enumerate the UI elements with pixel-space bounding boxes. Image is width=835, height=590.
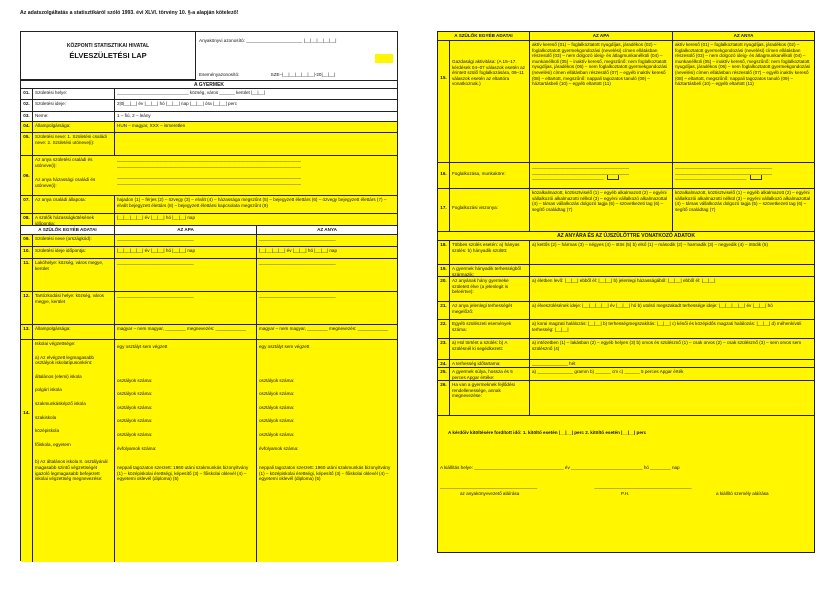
row-num: 10. bbox=[21, 247, 33, 258]
row-value[interactable] bbox=[530, 381, 814, 415]
row-num: 04. bbox=[21, 122, 33, 132]
row-14-num: 14. bbox=[21, 340, 33, 562]
legal-header: Az adatszolgáltatás a statisztikáról szóló 1993. évi XLVI. törvény 10. §-a alapján kötelező! bbox=[20, 10, 239, 16]
row-16-num: 16. bbox=[438, 163, 450, 188]
row-value[interactable] bbox=[115, 133, 397, 155]
row-18[interactable] bbox=[438, 241, 814, 265]
row-label: A gyermek súlya, hossza és 5 perces Apgar értéke: bbox=[450, 368, 530, 380]
row-01[interactable] bbox=[21, 89, 397, 100]
row-value[interactable]: a) ______________ gramm b) ______ cm c) ______ 5 perces Apgar érték bbox=[532, 369, 684, 374]
row-24[interactable] bbox=[438, 360, 814, 368]
mother-section-title: AZ ANYÁRA ÉS AZ ÚJSZÜLÖTTRE VONATKOZÓ ADATOK bbox=[557, 233, 695, 239]
father-field[interactable]: |__|__|__|__| év |__|__| hó |__|__| nap bbox=[115, 247, 257, 258]
registry-id-box bbox=[199, 54, 397, 64]
row-06-label-b: Az anya házassági családi és utóneve(i): bbox=[35, 177, 96, 188]
row-21[interactable] bbox=[438, 302, 814, 320]
row-11[interactable] bbox=[21, 259, 397, 292]
row-08-value: |__|__|__|__| év |__|__| hó |__|__| nap bbox=[117, 215, 196, 220]
edu-field[interactable]: osztályok száma: bbox=[117, 404, 153, 410]
mother-field[interactable]: |__|__|__|__| év |__|__| hó |__|__| nap bbox=[259, 248, 338, 253]
left-page bbox=[20, 31, 398, 561]
row-04[interactable] bbox=[21, 122, 397, 133]
row-num: 21. bbox=[438, 302, 450, 319]
row-value[interactable] bbox=[530, 265, 814, 276]
row-num: 26. bbox=[438, 381, 450, 415]
child-section-title: A GYERMEK bbox=[193, 82, 225, 88]
edu-field[interactable]: osztályok száma: bbox=[259, 377, 295, 383]
row-14-father[interactable] bbox=[115, 340, 257, 562]
registrar-signature-label: az anyakönyvvezető aláírása bbox=[460, 491, 520, 496]
row-08-label: A szülők házasságkötésének időpontja: bbox=[33, 214, 115, 225]
row-26[interactable] bbox=[438, 381, 814, 416]
row-label: Tartózkodási helye: község, város megye, kerület bbox=[33, 292, 115, 324]
row-15-father[interactable]: aktív kereső (01) – foglalkoztatott nyugdíjas, járadékos (02) – foglalkoztatott gyermekgondozási (nevelési) címen ellátásban részesülő (03) – nem dolgozó ideig- és átlagmunkanélküli (04) – munkanélküli (05) – inaktív kereső, megszűnő: nem foglalkoztatott nyugdíjas, járadékos (06) – nem foglalkoztatott gyermekgondozási (nevelési) címen ellátásban részesülő (07) – egyéb inaktív kereső (08) – eltartott, megszűnő: nappali tagozatos tanuló (09) – háztartásbeli (10) – egyéb eltartott (11) bbox=[530, 41, 673, 162]
parents-header-mother: AZ ANYA bbox=[317, 227, 337, 232]
row-label: Az anya jelenlegi terhességét megelőző: bbox=[450, 302, 530, 319]
edu-field[interactable]: évfolyamok száma: bbox=[117, 445, 157, 451]
father-field[interactable]: ______________________________ bbox=[115, 235, 257, 246]
father-field[interactable]: magyar – nem magyar, ________ megnevezés: ____________ bbox=[115, 325, 257, 339]
row-20[interactable] bbox=[438, 277, 814, 302]
row-07-value: hajadon (1) – férjes (2) – özvegy (3) – elvált (4) – házassága megszűnt (5) – bejegyzett élettárs (6) – özvegy bejegyzett élettárs (7) – elvált bejegyzett élettárs (8) – bejegyzett élettársi kapcsolata megszűnt (9) bbox=[117, 197, 387, 208]
edu-field[interactable]: neppali tagozaton szerzett: 1960 utáni szakmunkás bizonyítvány (1) – középiskolai érettségi, képesítő (3) – főiskolai oklevél (4) – egyetemi oklevél (diploma) (5) bbox=[117, 465, 249, 482]
row-06-lines[interactable]: ________________________________________________________________________ ________________________________________________________________________ ________________________________________________________________________ ________________________________________________________________________ bbox=[117, 157, 301, 185]
row-22[interactable] bbox=[438, 320, 814, 339]
row-08-num: 08. bbox=[21, 214, 33, 225]
row-num: 24. bbox=[438, 360, 450, 367]
edu-field[interactable]: osztályok száma: bbox=[117, 391, 153, 397]
mother-field[interactable]: magyar – nem magyar, ________ megnevezés: ____________ bbox=[259, 326, 389, 331]
mother-field[interactable]: ______________________________ bbox=[259, 260, 336, 265]
row-06-label bbox=[33, 156, 115, 195]
edu-field[interactable]: osztályok száma: bbox=[117, 431, 153, 437]
right-header-mother: AZ ANYA bbox=[733, 33, 754, 38]
row-num: 13. bbox=[21, 325, 33, 339]
org-name: KÖZPONTI STATISZTIKAI HIVATAL bbox=[66, 43, 150, 49]
right-header bbox=[438, 32, 814, 41]
row-label: Születési neve: 1. Születési családi neve: 2. Születési utóneve(i): bbox=[33, 133, 115, 155]
edu-label: szakmunkásképző iskola bbox=[35, 400, 86, 406]
row-label: Az anyának hány gyermeke született élve (a jelenlegit is beleértve): bbox=[450, 277, 530, 301]
row-num: 25. bbox=[438, 368, 450, 380]
row-value[interactable]: a) élveszülésének ideje: |__|__|__|__| év |__|__| hó b) utolsó megszakadt terhessége ideje: |__|__|__|__| év |__|__| hó bbox=[532, 303, 773, 308]
row-17[interactable] bbox=[438, 189, 814, 232]
row-25[interactable] bbox=[438, 368, 814, 381]
row-num: 23. bbox=[438, 339, 450, 359]
row-label: Egyéb szülészeti események száma: bbox=[450, 320, 530, 338]
event-id-value: SZE–|__|__|__|__|__|-20|__|__| bbox=[270, 72, 336, 77]
edu-field[interactable]: osztályok száma: bbox=[259, 418, 295, 424]
edu-field[interactable]: osztályok száma: bbox=[117, 377, 153, 383]
row-label: Többes szülés esetén: a) hányas szülés: b) hányadik szülött: bbox=[450, 241, 530, 264]
row-num: 18. bbox=[438, 241, 450, 264]
edu-label: b) Az általános iskola 8. osztályánál magasabb szintű végzettségét igazoló legmagasabb befejezett iskolai végzettség megnevezése: bbox=[35, 459, 108, 482]
row-label: Születési helye: bbox=[33, 89, 115, 99]
parents-header bbox=[21, 226, 397, 235]
row-02[interactable] bbox=[21, 100, 397, 112]
issue-place-date[interactable]: A kiállítás helye: ___________________________________ év ____________________________ hó ________ nap bbox=[440, 465, 680, 470]
row-value[interactable]: ____________________________ község, város ______ kerület |__|__| bbox=[117, 90, 265, 95]
row-value[interactable]: HUN – magyar, XXX – ismeretlen bbox=[117, 123, 186, 128]
row-label: Lakóhelye: község, város megye, kerület bbox=[33, 259, 115, 291]
row-value[interactable]: a) intézetben (1) – lakásban (2) – egyéb helyen (3) b) orvos és szülésznő (1) – csak orvos (2) – csak szülésznő (3) – sem orvos sem szülésznő (4) bbox=[532, 340, 802, 351]
row-label: a) Hol történt a szülés: b) A szülésnél ki segédkezett: bbox=[450, 339, 530, 359]
mother-field[interactable]: ______________________________ bbox=[259, 236, 336, 241]
edu-field[interactable]: osztályok száma: bbox=[259, 391, 295, 397]
father-field[interactable]: ______________________________ bbox=[115, 259, 257, 291]
row-label: Ha van a gyermeknek fejlődési rendellenessége, annak megnevezése: bbox=[450, 381, 530, 415]
form-title: ÉLVESZÜLETÉSI LAP bbox=[69, 51, 147, 60]
registry-id-label: Anyakönyvi azonosító: bbox=[199, 38, 245, 43]
row-17-father[interactable]: közalkalmazott, köztisztviselő (1) – egyéb alkalmazott (2) – egyéni vállalkozói alkalmazotti nélkül (3) – egyéni vállalkozó alkalmazottal (4) – társas vállalkozás dolgozó tagja (5) – szövetkezeti tag (6) – segítő családtag (7) bbox=[530, 189, 673, 231]
row-num: 22. bbox=[438, 320, 450, 338]
edu-label: középiskola bbox=[35, 428, 60, 434]
row-16-father[interactable]: ______________________________________ ______________________________________ ____________________________ bbox=[530, 163, 673, 188]
issuer-signature-label: a kiállító személy aláírása bbox=[716, 491, 769, 496]
registry-yellow-box bbox=[375, 54, 393, 63]
edu-label: polgári iskola bbox=[35, 387, 62, 393]
edu-label: általános (elemi) iskola bbox=[35, 373, 82, 379]
event-id-label: Eseményazonosító: bbox=[199, 72, 240, 77]
row-07[interactable] bbox=[21, 196, 397, 214]
row-label: Születési neve (országkód): bbox=[33, 235, 115, 246]
row-value[interactable]: 1 – fiú, 2 – leány bbox=[117, 113, 151, 118]
row-label: Neme: bbox=[33, 112, 115, 121]
row-value[interactable]: a) életben levő: |__|__| ebből él: |__|__| b) jelenlegi házasságából: |__|__| ebből él: |__|__| bbox=[532, 278, 716, 283]
row-value[interactable]: a) korai magzati halálozás: |__|__| b) terhességmegszakítás: |__|__| c) késői és középidős magzati halálozás: |__|__| d) méhenkívüli terhesség: |__|__| bbox=[532, 321, 802, 332]
edu-label: főiskola, egyetem bbox=[35, 441, 71, 447]
row-17-mother[interactable]: közalkalmazott, köztisztviselő (1) – egyéb alkalmazott (2) – egyéni vállalkozói alkalmazotti nélkül (3) – egyéni vállalkozó alkalmazottal (4) – társas vállalkozás dolgozó tagja (5) – szövetkezeti tag (6) – segítő családtag (7) bbox=[675, 190, 811, 212]
fill-time[interactable]: A kérdőív kitöltésére fordított idő: 1. kitöltő esetén |__|__| perc 2. kitöltő esetén |__|__| perc bbox=[448, 430, 647, 435]
edu-field[interactable]: egy osztályt sem végzett bbox=[117, 344, 168, 349]
father-field[interactable]: ______________________________ bbox=[115, 292, 257, 324]
row-10[interactable] bbox=[21, 247, 397, 259]
parents-header-father: AZ APA bbox=[115, 226, 257, 234]
row-23[interactable] bbox=[438, 339, 814, 360]
row-label: Állampolgársága: bbox=[33, 122, 115, 132]
row-14[interactable] bbox=[21, 340, 397, 562]
row-07-label: Az anya családi állapota: bbox=[33, 196, 115, 213]
mother-section-header bbox=[438, 232, 814, 241]
row-03[interactable] bbox=[21, 112, 397, 122]
registry-id[interactable]: Anyakönyvi azonosító: ______________________ |__|__|__|__|__| bbox=[199, 38, 337, 43]
row-19[interactable] bbox=[438, 265, 814, 277]
row-value[interactable]: a) kettős (2) – hármas (3) – négyes (4) – ötös (5) b) első (1) – második (2) – harmadik (3) – negyedik (4) – ötödik (5) bbox=[532, 242, 768, 247]
row-08[interactable] bbox=[21, 214, 397, 226]
row-num: 20. bbox=[438, 277, 450, 301]
sign-lines: ______________________________________ ______________________________________ bbox=[440, 484, 692, 489]
edu-field[interactable]: évfolyamok száma: bbox=[259, 445, 299, 451]
row-16-label: Foglalkozása, munkaköre: bbox=[450, 163, 530, 188]
stamp-label: P.H. bbox=[621, 491, 630, 496]
row-value[interactable]: ______________ hét bbox=[532, 361, 576, 366]
mother-field[interactable]: ______________________________ bbox=[259, 293, 336, 298]
row-15-label: Gazdasági aktivitása: (A 15–17. kérdések 04–07 válaszok esetén az érintett szülő foglalkozására, 09–11 válaszok esetén az eltartóra vonatkoznak.) bbox=[450, 41, 530, 162]
edu-label: a) Az elvégzett legmagasabb osztályok iskolatípusonként: bbox=[35, 354, 94, 366]
edu-field[interactable]: osztályok száma: bbox=[117, 418, 153, 424]
row-06-label-a: Az anya születési családi és utóneve(i): bbox=[35, 157, 93, 168]
row-num: 12. bbox=[21, 292, 33, 324]
row-15-mother[interactable]: aktív kereső (01) – foglalkoztatott nyugdíjas, járadékos (02) – foglalkoztatott gyermekgondozási (nevelési) címen ellátásban részesülő (03) – nem dolgozó ideig- és átlagmunkanélküli (04) – munkanélküli (05) – inaktív kereső, megszűnő: nem foglalkoztatott nyugdíjas, járadékos (06) – nem foglalkoztatott gyermekgondozási (nevelési) címen ellátásban részesülő (07) – egyéb inaktív kereső (08) – eltartott, megszűnő: nappali tagozatos tanuló (09) – háztartásbeli (10) – egyéb eltartott (11) bbox=[675, 42, 811, 87]
row-num: 11. bbox=[21, 259, 33, 291]
row-17-label: Foglalkozási viszonya: bbox=[450, 189, 530, 231]
edu-field[interactable]: egy osztályt sem végzett bbox=[259, 344, 310, 349]
row-num: 03. bbox=[21, 112, 33, 121]
row-17-num: 17. bbox=[438, 189, 450, 231]
edu-field[interactable]: osztályok száma: bbox=[259, 431, 295, 437]
row-16[interactable] bbox=[438, 163, 814, 189]
right-header-col0: A SZÜLŐK EGYÉB ADATAI bbox=[438, 32, 530, 40]
row-13[interactable] bbox=[21, 325, 397, 340]
right-header-father: AZ APA bbox=[530, 32, 673, 40]
row-num: 19. bbox=[438, 265, 450, 276]
child-section-header bbox=[21, 80, 397, 89]
event-id[interactable] bbox=[199, 72, 393, 77]
row-14-labels bbox=[33, 340, 115, 562]
edu-label: szakiskola bbox=[35, 414, 57, 420]
row-num: 05. bbox=[21, 133, 33, 155]
row-label: A terhesség időtartama: bbox=[450, 360, 530, 367]
row-14-title: Iskolai végzettsége: bbox=[35, 341, 76, 346]
row-label: Állampolgársága: bbox=[33, 325, 115, 339]
row-value[interactable]: 2|0|__|__| év |__|__| hó |__|__| nap |__|__| óra |__|__| perc bbox=[117, 101, 237, 106]
edu-field[interactable]: neppali tagozaton szerzett: 1960 utáni szakmunkás bizonyítvány (1) – középiskolai érettségi, képesítő (3) – főiskolai oklevél (4) – egyetemi oklevél (diploma) (5) bbox=[259, 465, 391, 482]
form-title-box bbox=[21, 32, 196, 80]
row-05[interactable] bbox=[21, 133, 397, 156]
row-12[interactable] bbox=[21, 292, 397, 325]
row-15-num: 15. bbox=[438, 41, 450, 162]
row-07-num: 07. bbox=[21, 196, 33, 213]
row-num: 09. bbox=[21, 235, 33, 246]
row-14-mother[interactable] bbox=[257, 340, 397, 562]
row-06[interactable] bbox=[21, 156, 397, 196]
row-num: 02. bbox=[21, 100, 33, 111]
row-num: 01. bbox=[21, 89, 33, 99]
row-label: A gyermek hányadik terhességből származik: bbox=[450, 265, 530, 276]
parents-header-col0: A SZÜLŐK EGYÉB ADATAI bbox=[21, 226, 115, 234]
row-15[interactable] bbox=[438, 41, 814, 163]
row-label: Születési ideje: bbox=[33, 100, 115, 111]
edu-field[interactable]: osztályok száma: bbox=[259, 404, 295, 410]
row-label: Születési ideje időpontja: bbox=[33, 247, 115, 258]
row-06-num: 06. bbox=[21, 156, 33, 195]
row-16-mother[interactable]: ______________________________________ ______________________________________ ____________________________ bbox=[675, 164, 773, 181]
row-09[interactable] bbox=[21, 235, 397, 247]
right-page bbox=[437, 31, 815, 553]
